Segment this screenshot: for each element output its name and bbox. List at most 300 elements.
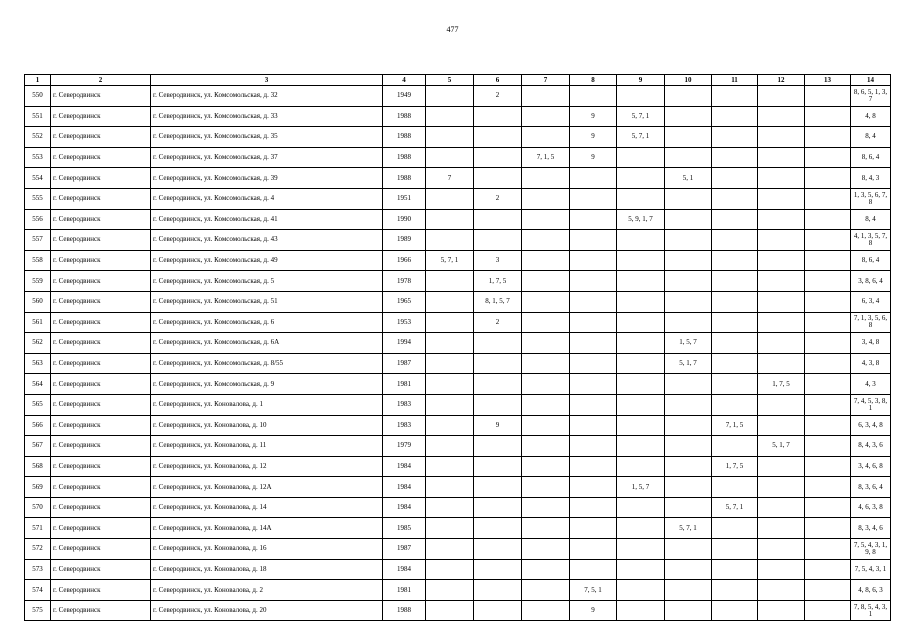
cell-col-8 (570, 312, 617, 333)
cell-col-13 (805, 497, 851, 518)
cell-col-1: 566 (25, 415, 51, 436)
cell-col-12 (758, 168, 805, 189)
cell-col-7 (522, 477, 570, 498)
cell-col-11 (712, 600, 758, 621)
cell-col-1: 573 (25, 559, 51, 580)
cell-col-14: 6, 3, 4, 8 (851, 415, 891, 436)
cell-col-11 (712, 559, 758, 580)
cell-col-9 (617, 86, 665, 107)
cell-col-7 (522, 415, 570, 436)
cell-col-14: 3, 8, 6, 4 (851, 271, 891, 292)
cell-col-4: 1951 (383, 188, 426, 209)
column-header-5: 5 (426, 75, 474, 86)
cell-col-5 (426, 394, 474, 415)
cell-col-2: г. Северодвинск (51, 250, 151, 271)
cell-col-5 (426, 291, 474, 312)
cell-col-10 (665, 250, 712, 271)
cell-col-3: г. Северодвинск, ул. Комсомольская, д. 49 (151, 250, 383, 271)
cell-col-9 (617, 230, 665, 251)
cell-col-6: 9 (474, 415, 522, 436)
cell-col-12 (758, 333, 805, 354)
table-row (25, 86, 891, 107)
cell-col-12 (758, 106, 805, 127)
cell-col-6 (474, 230, 522, 251)
cell-col-3: г. Северодвинск, ул. Коновалова, д. 16 (151, 539, 383, 560)
cell-col-3: г. Северодвинск, ул. Коновалова, д. 2 (151, 580, 383, 601)
cell-col-8 (570, 209, 617, 230)
cell-col-14: 7, 4, 5, 3, 8, 1 (851, 394, 891, 415)
cell-col-5 (426, 209, 474, 230)
cell-col-9: 5, 9, 1, 7 (617, 209, 665, 230)
cell-col-1: 574 (25, 580, 51, 601)
cell-col-3: г. Северодвинск, ул. Коновалова, д. 10 (151, 415, 383, 436)
cell-col-12 (758, 127, 805, 148)
cell-col-1: 551 (25, 106, 51, 127)
cell-col-7 (522, 312, 570, 333)
cell-col-3: г. Северодвинск, ул. Комсомольская, д. 6 (151, 312, 383, 333)
cell-col-4: 1983 (383, 394, 426, 415)
cell-col-10 (665, 106, 712, 127)
cell-col-13 (805, 436, 851, 457)
cell-col-8: 9 (570, 106, 617, 127)
cell-col-1: 559 (25, 271, 51, 292)
cell-col-12 (758, 415, 805, 436)
cell-col-9 (617, 333, 665, 354)
table-row (25, 291, 891, 312)
cell-col-5: 7 (426, 168, 474, 189)
cell-col-12 (758, 456, 805, 477)
cell-col-7 (522, 168, 570, 189)
cell-col-2: г. Северодвинск (51, 312, 151, 333)
cell-col-8 (570, 86, 617, 107)
cell-col-13 (805, 250, 851, 271)
cell-col-7 (522, 209, 570, 230)
cell-col-7 (522, 518, 570, 539)
cell-col-12 (758, 209, 805, 230)
cell-col-8 (570, 497, 617, 518)
table-row (25, 415, 891, 436)
cell-col-11 (712, 250, 758, 271)
column-header-10: 10 (665, 75, 712, 86)
cell-col-2: г. Северодвинск (51, 539, 151, 560)
cell-col-11 (712, 312, 758, 333)
cell-col-7 (522, 250, 570, 271)
column-header-1: 1 (25, 75, 51, 86)
cell-col-10 (665, 580, 712, 601)
cell-col-8 (570, 333, 617, 354)
cell-col-3: г. Северодвинск, ул. Коновалова, д. 18 (151, 559, 383, 580)
cell-col-9 (617, 600, 665, 621)
cell-col-13 (805, 271, 851, 292)
cell-col-2: г. Северодвинск (51, 127, 151, 148)
cell-col-4: 1953 (383, 312, 426, 333)
cell-col-11: 7, 1, 5 (712, 415, 758, 436)
cell-col-9 (617, 559, 665, 580)
cell-col-1: 562 (25, 333, 51, 354)
cell-col-13 (805, 353, 851, 374)
cell-col-5 (426, 230, 474, 251)
cell-col-13 (805, 477, 851, 498)
cell-col-12 (758, 230, 805, 251)
cell-col-8 (570, 250, 617, 271)
cell-col-10 (665, 374, 712, 395)
cell-col-9 (617, 456, 665, 477)
cell-col-5 (426, 456, 474, 477)
cell-col-5 (426, 539, 474, 560)
cell-col-14: 4, 8, 6, 3 (851, 580, 891, 601)
cell-col-9 (617, 312, 665, 333)
table-row (25, 188, 891, 209)
cell-col-2: г. Северодвинск (51, 374, 151, 395)
table-row (25, 539, 891, 560)
cell-col-14: 7, 5, 4, 3, 1 (851, 559, 891, 580)
table-row (25, 559, 891, 580)
cell-col-7 (522, 600, 570, 621)
table-row (25, 497, 891, 518)
cell-col-10 (665, 209, 712, 230)
cell-col-13 (805, 168, 851, 189)
cell-col-11 (712, 291, 758, 312)
cell-col-1: 571 (25, 518, 51, 539)
cell-col-14: 8, 6, 5, 1, 3, 7 (851, 86, 891, 107)
cell-col-6 (474, 168, 522, 189)
page-number: 477 (446, 25, 459, 34)
cell-col-10: 5, 1 (665, 168, 712, 189)
cell-col-2: г. Северодвинск (51, 147, 151, 168)
cell-col-6: 8, 1, 5, 7 (474, 291, 522, 312)
cell-col-5 (426, 580, 474, 601)
cell-col-10 (665, 312, 712, 333)
cell-col-14: 8, 4 (851, 127, 891, 148)
cell-col-5 (426, 271, 474, 292)
cell-col-2: г. Северодвинск (51, 456, 151, 477)
cell-col-12 (758, 580, 805, 601)
cell-col-8 (570, 518, 617, 539)
cell-col-1: 570 (25, 497, 51, 518)
cell-col-4: 1988 (383, 168, 426, 189)
table-row (25, 477, 891, 498)
cell-col-5 (426, 106, 474, 127)
cell-col-2: г. Северодвинск (51, 477, 151, 498)
cell-col-7 (522, 497, 570, 518)
cell-col-4: 1988 (383, 147, 426, 168)
cell-col-14: 8, 6, 4 (851, 250, 891, 271)
cell-col-13 (805, 415, 851, 436)
cell-col-6 (474, 518, 522, 539)
cell-col-11 (712, 271, 758, 292)
cell-col-11: 5, 7, 1 (712, 497, 758, 518)
column-header-11: 11 (712, 75, 758, 86)
cell-col-10 (665, 127, 712, 148)
cell-col-1: 568 (25, 456, 51, 477)
cell-col-14: 8, 4, 3, 6 (851, 436, 891, 457)
column-header-2: 2 (51, 75, 151, 86)
cell-col-14: 8, 3, 6, 4 (851, 477, 891, 498)
cell-col-7 (522, 86, 570, 107)
cell-col-11 (712, 209, 758, 230)
cell-col-11 (712, 127, 758, 148)
cell-col-8 (570, 188, 617, 209)
cell-col-10 (665, 415, 712, 436)
cell-col-6 (474, 106, 522, 127)
cell-col-8 (570, 539, 617, 560)
cell-col-8: 9 (570, 127, 617, 148)
cell-col-9 (617, 188, 665, 209)
cell-col-12 (758, 497, 805, 518)
cell-col-13 (805, 600, 851, 621)
cell-col-7 (522, 374, 570, 395)
cell-col-10 (665, 394, 712, 415)
cell-col-8: 7, 5, 1 (570, 580, 617, 601)
cell-col-8 (570, 291, 617, 312)
cell-col-6 (474, 127, 522, 148)
cell-col-11 (712, 477, 758, 498)
cell-col-10 (665, 539, 712, 560)
cell-col-12 (758, 271, 805, 292)
table-row (25, 600, 891, 621)
cell-col-10 (665, 559, 712, 580)
cell-col-5 (426, 415, 474, 436)
cell-col-11 (712, 230, 758, 251)
cell-col-14: 7, 1, 3, 5, 6, 8 (851, 312, 891, 333)
cell-col-10 (665, 230, 712, 251)
cell-col-9 (617, 168, 665, 189)
cell-col-3: г. Северодвинск, ул. Коновалова, д. 14 (151, 497, 383, 518)
cell-col-3: г. Северодвинск, ул. Коновалова, д. 20 (151, 600, 383, 621)
cell-col-4: 1994 (383, 333, 426, 354)
cell-col-5 (426, 147, 474, 168)
column-header-6: 6 (474, 75, 522, 86)
cell-col-6 (474, 436, 522, 457)
cell-col-1: 554 (25, 168, 51, 189)
cell-col-8 (570, 353, 617, 374)
cell-col-6 (474, 600, 522, 621)
cell-col-1: 563 (25, 353, 51, 374)
cell-col-11 (712, 518, 758, 539)
header-row (25, 75, 891, 86)
cell-col-1: 564 (25, 374, 51, 395)
cell-col-3: г. Северодвинск, ул. Комсомольская, д. 5 (151, 271, 383, 292)
cell-col-4: 1979 (383, 436, 426, 457)
cell-col-4: 1987 (383, 353, 426, 374)
cell-col-3: г. Северодвинск, ул. Коновалова, д. 12А (151, 477, 383, 498)
cell-col-6 (474, 333, 522, 354)
cell-col-1: 555 (25, 188, 51, 209)
cell-col-10 (665, 600, 712, 621)
cell-col-14: 7, 8, 5, 4, 3, 1 (851, 600, 891, 621)
cell-col-14: 4, 1, 3, 5, 7, 8 (851, 230, 891, 251)
cell-col-14: 6, 3, 4 (851, 291, 891, 312)
cell-col-2: г. Северодвинск (51, 188, 151, 209)
cell-col-4: 1983 (383, 415, 426, 436)
cell-col-7 (522, 230, 570, 251)
table-row (25, 333, 891, 354)
cell-col-7 (522, 394, 570, 415)
cell-col-5 (426, 374, 474, 395)
cell-col-13 (805, 394, 851, 415)
column-header-13: 13 (805, 75, 851, 86)
cell-col-10 (665, 436, 712, 457)
cell-col-1: 569 (25, 477, 51, 498)
cell-col-1: 575 (25, 600, 51, 621)
cell-col-11 (712, 539, 758, 560)
table-row (25, 580, 891, 601)
cell-col-13 (805, 106, 851, 127)
cell-col-6: 2 (474, 86, 522, 107)
cell-col-2: г. Северодвинск (51, 86, 151, 107)
cell-col-7 (522, 127, 570, 148)
cell-col-5 (426, 497, 474, 518)
cell-col-7 (522, 580, 570, 601)
cell-col-12 (758, 250, 805, 271)
cell-col-7 (522, 106, 570, 127)
cell-col-13 (805, 147, 851, 168)
table-row (25, 312, 891, 333)
cell-col-7 (522, 188, 570, 209)
cell-col-4: 1981 (383, 580, 426, 601)
cell-col-6 (474, 539, 522, 560)
cell-col-4: 1978 (383, 271, 426, 292)
cell-col-2: г. Северодвинск (51, 518, 151, 539)
cell-col-9 (617, 271, 665, 292)
cell-col-8 (570, 374, 617, 395)
cell-col-4: 1984 (383, 559, 426, 580)
cell-col-6 (474, 209, 522, 230)
cell-col-14: 8, 6, 4 (851, 147, 891, 168)
cell-col-4: 1984 (383, 497, 426, 518)
cell-col-12 (758, 353, 805, 374)
cell-col-11 (712, 106, 758, 127)
cell-col-10 (665, 271, 712, 292)
cell-col-6 (474, 580, 522, 601)
cell-col-7 (522, 539, 570, 560)
cell-col-1: 552 (25, 127, 51, 148)
cell-col-5 (426, 477, 474, 498)
cell-col-2: г. Северодвинск (51, 168, 151, 189)
table-row (25, 230, 891, 251)
column-header-7: 7 (522, 75, 570, 86)
cell-col-3: г. Северодвинск, ул. Комсомольская, д. 39 (151, 168, 383, 189)
cell-col-10 (665, 477, 712, 498)
cell-col-1: 565 (25, 394, 51, 415)
cell-col-11 (712, 333, 758, 354)
cell-col-4: 1990 (383, 209, 426, 230)
cell-col-3: г. Северодвинск, ул. Коновалова, д. 12 (151, 456, 383, 477)
table-row (25, 436, 891, 457)
cell-col-8 (570, 415, 617, 436)
cell-col-14: 7, 5, 4, 3, 1, 9, 8 (851, 539, 891, 560)
cell-col-13 (805, 230, 851, 251)
column-header-3: 3 (151, 75, 383, 86)
table-row (25, 127, 891, 148)
cell-col-10: 5, 7, 1 (665, 518, 712, 539)
cell-col-10: 1, 5, 7 (665, 333, 712, 354)
cell-col-5 (426, 312, 474, 333)
cell-col-5 (426, 353, 474, 374)
cell-col-6: 3 (474, 250, 522, 271)
cell-col-13 (805, 580, 851, 601)
cell-col-1: 557 (25, 230, 51, 251)
cell-col-14: 8, 4, 3 (851, 168, 891, 189)
cell-col-14: 4, 3 (851, 374, 891, 395)
cell-col-13 (805, 559, 851, 580)
cell-col-11 (712, 353, 758, 374)
cell-col-12 (758, 394, 805, 415)
cell-col-12 (758, 188, 805, 209)
cell-col-14: 8, 4 (851, 209, 891, 230)
cell-col-9: 5, 7, 1 (617, 127, 665, 148)
cell-col-12 (758, 518, 805, 539)
table-row (25, 518, 891, 539)
cell-col-13 (805, 333, 851, 354)
cell-col-4: 1988 (383, 600, 426, 621)
cell-col-13 (805, 209, 851, 230)
cell-col-1: 556 (25, 209, 51, 230)
cell-col-8: 9 (570, 600, 617, 621)
cell-col-8 (570, 168, 617, 189)
cell-col-11 (712, 188, 758, 209)
cell-col-10 (665, 86, 712, 107)
cell-col-13 (805, 539, 851, 560)
cell-col-7 (522, 333, 570, 354)
cell-col-12 (758, 539, 805, 560)
cell-col-11: 1, 7, 5 (712, 456, 758, 477)
cell-col-14: 4, 6, 3, 8 (851, 497, 891, 518)
cell-col-13 (805, 188, 851, 209)
cell-col-11 (712, 374, 758, 395)
cell-col-4: 1966 (383, 250, 426, 271)
cell-col-7 (522, 353, 570, 374)
cell-col-13 (805, 518, 851, 539)
cell-col-3: г. Северодвинск, ул. Комсомольская, д. 35 (151, 127, 383, 148)
cell-col-9 (617, 539, 665, 560)
cell-col-14: 3, 4, 8 (851, 333, 891, 354)
cell-col-6 (474, 559, 522, 580)
cell-col-6 (474, 147, 522, 168)
cell-col-9 (617, 353, 665, 374)
housing-register-table (24, 74, 891, 621)
cell-col-14: 1, 3, 5, 6, 7, 8 (851, 188, 891, 209)
cell-col-4: 1981 (383, 374, 426, 395)
cell-col-13 (805, 374, 851, 395)
cell-col-10 (665, 456, 712, 477)
cell-col-7 (522, 559, 570, 580)
cell-col-5 (426, 333, 474, 354)
table-row (25, 353, 891, 374)
cell-col-14: 3, 4, 6, 8 (851, 456, 891, 477)
column-header-9: 9 (617, 75, 665, 86)
cell-col-7: 7, 1, 5 (522, 147, 570, 168)
cell-col-14: 8, 3, 4, 6 (851, 518, 891, 539)
table-body (25, 86, 891, 621)
cell-col-5 (426, 518, 474, 539)
cell-col-4: 1987 (383, 539, 426, 560)
cell-col-8 (570, 436, 617, 457)
cell-col-12 (758, 86, 805, 107)
cell-col-1: 561 (25, 312, 51, 333)
cell-col-9 (617, 374, 665, 395)
table-row (25, 209, 891, 230)
cell-col-1: 558 (25, 250, 51, 271)
cell-col-9 (617, 394, 665, 415)
cell-col-12 (758, 559, 805, 580)
cell-col-3: г. Северодвинск, ул. Комсомольская, д. 32 (151, 86, 383, 107)
cell-col-7 (522, 436, 570, 457)
cell-col-12: 1, 7, 5 (758, 374, 805, 395)
column-header-12: 12 (758, 75, 805, 86)
cell-col-2: г. Северодвинск (51, 106, 151, 127)
cell-col-11 (712, 147, 758, 168)
